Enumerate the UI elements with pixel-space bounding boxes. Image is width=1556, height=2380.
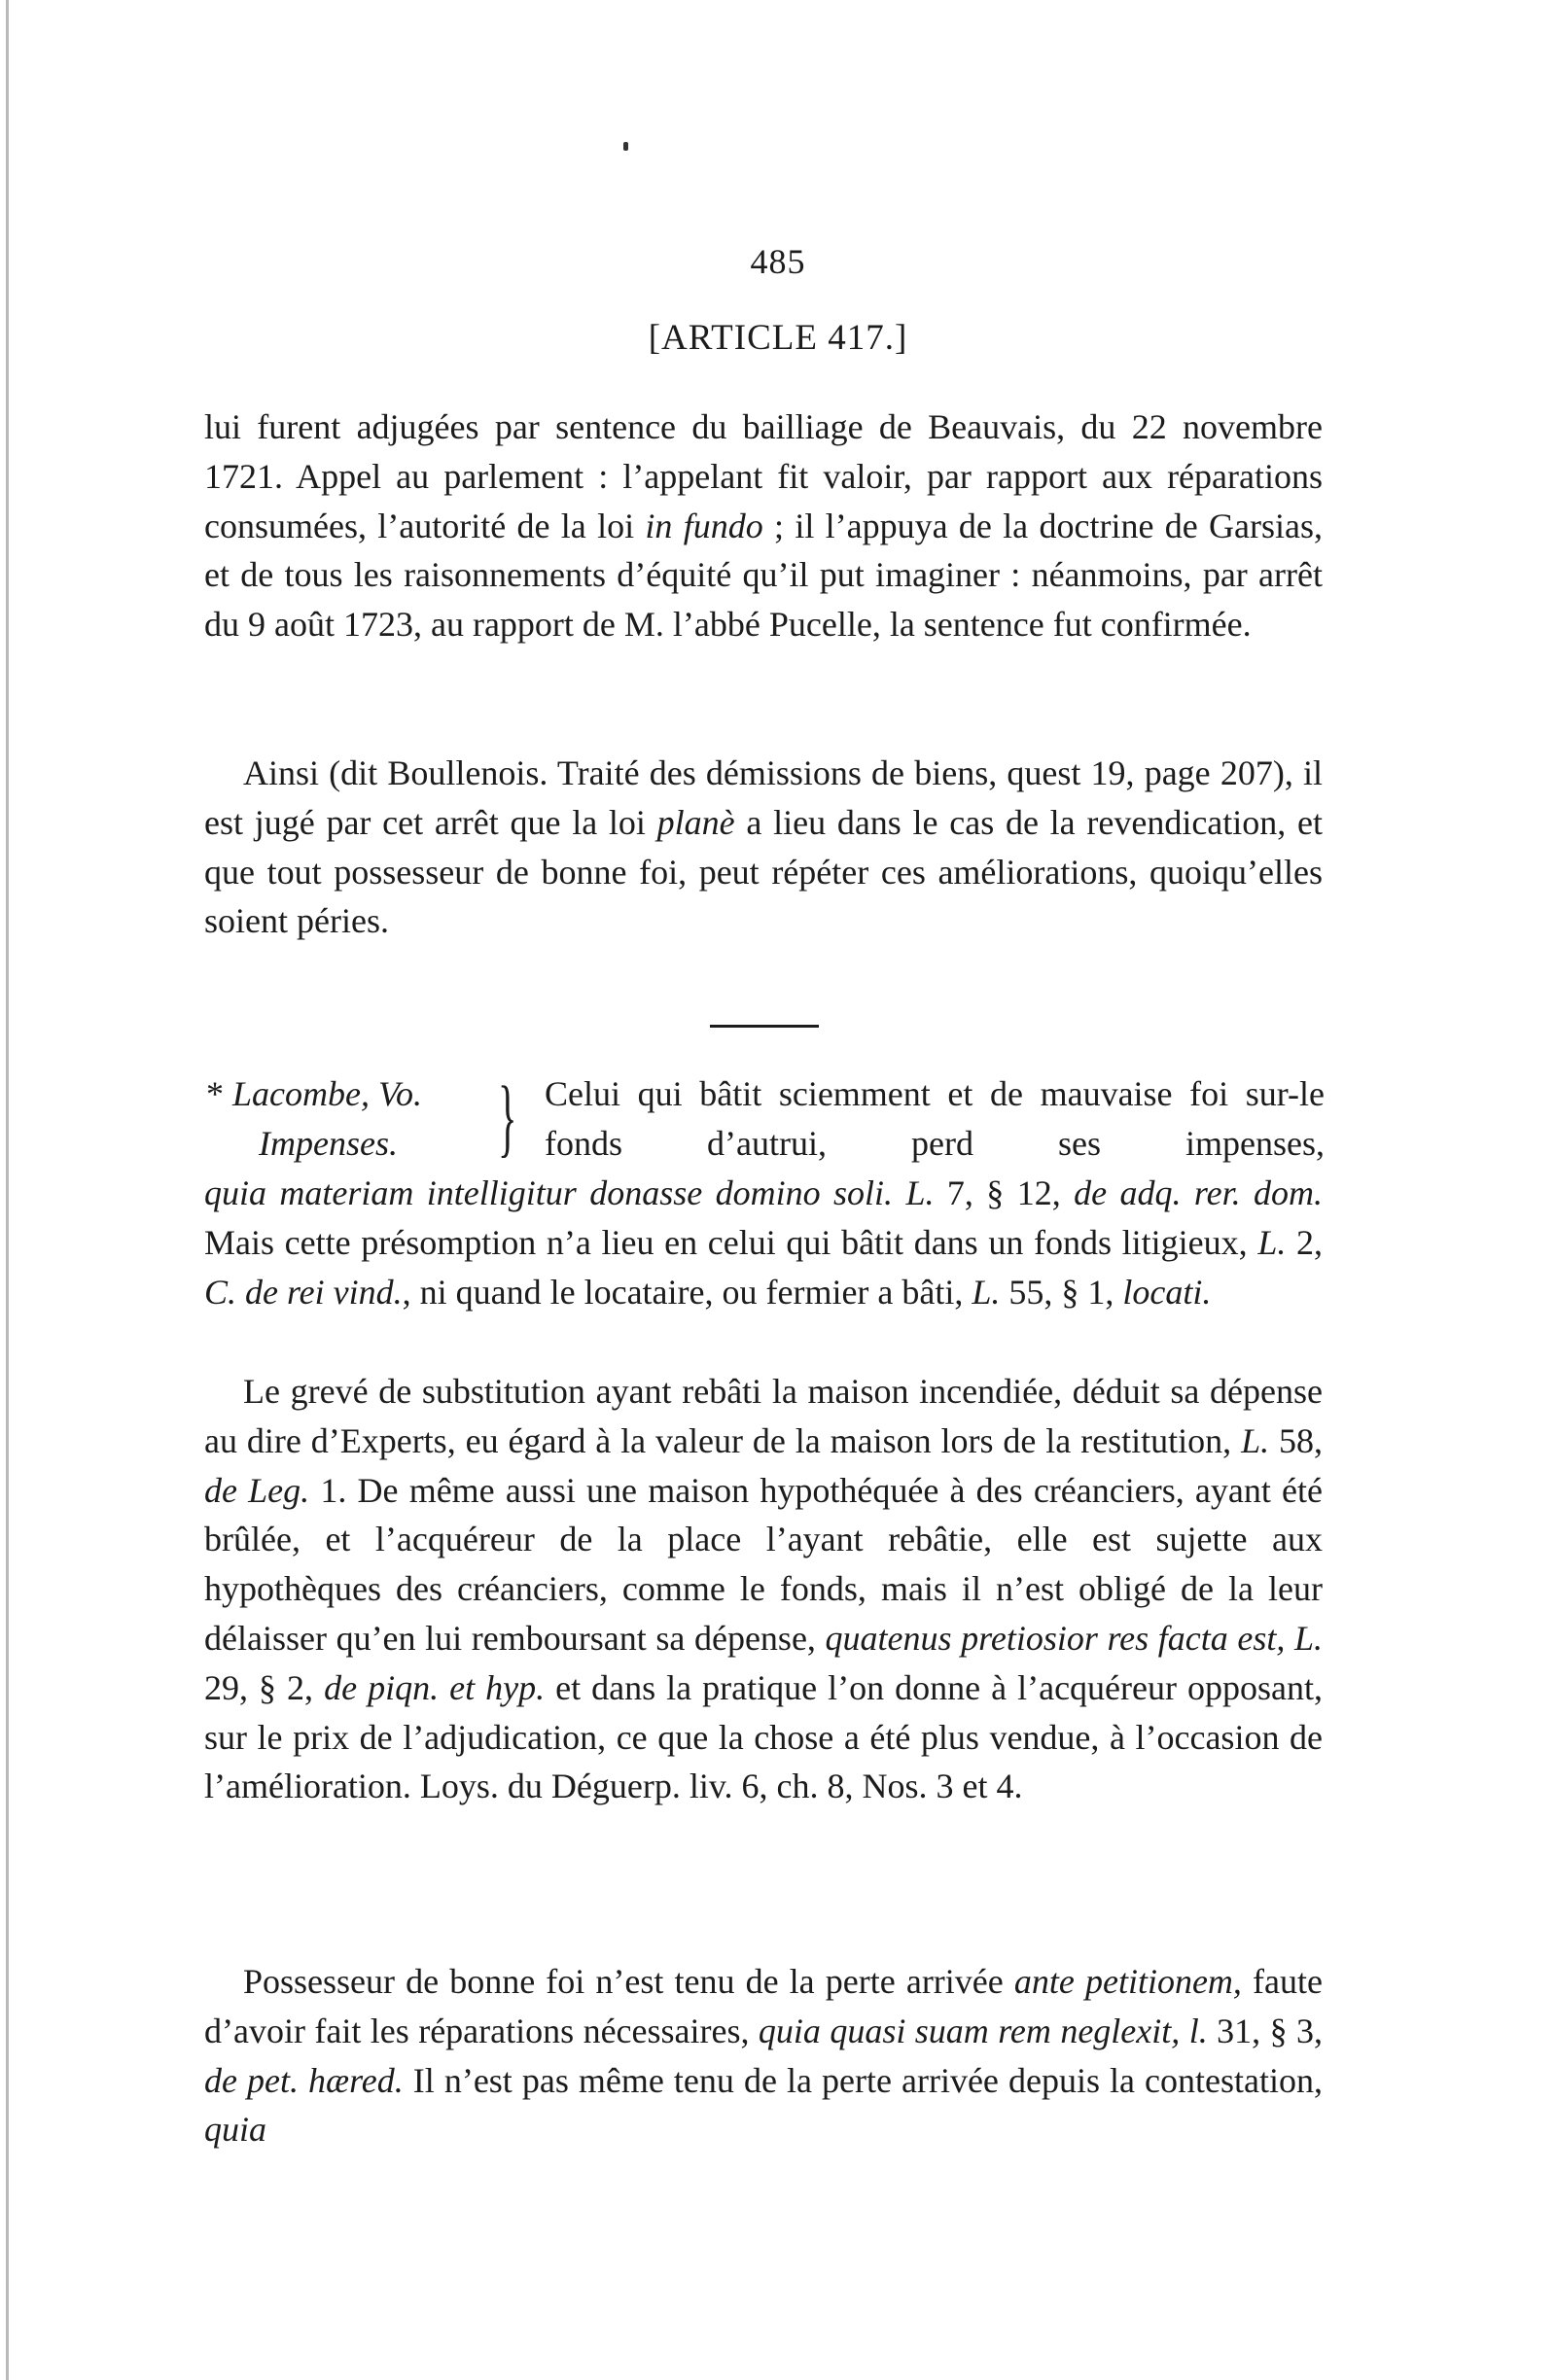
footnote-paragraph-1 xyxy=(204,1169,1323,1316)
fn1-italic-5: L. xyxy=(972,1272,1001,1312)
fn2-italic-4: de piqn. et hyp. xyxy=(324,1667,546,1707)
fn1-italic-3: L. xyxy=(1257,1222,1287,1262)
fn1-italic-4: C. de rei vind. xyxy=(204,1272,403,1312)
fn1-text-b: Mais cette présomption n’a lieu en celui qui bâtit dans un fonds litigieux, xyxy=(204,1222,1258,1262)
fn3-text-d: Il n’est pas même tenu de la perte arrivée depuis la contestation, xyxy=(403,2060,1323,2100)
footnote-marker: * xyxy=(206,1074,232,1113)
footnote-paragraph-2 xyxy=(204,1367,1323,1811)
paragraph-1-italic: in fundo xyxy=(645,506,763,545)
paragraph-2 xyxy=(204,749,1323,946)
page-number: 485 xyxy=(750,242,806,281)
footnote-brace: } xyxy=(498,1069,517,1166)
fn3-italic-3: de pet. hæred. xyxy=(204,2060,404,2100)
fn2-text-c: 1. De même aussi une maison hypothéquée à des créanciers, ayant été brûlée, et l’acquéreur de la place l’ayant rebâtie, elle est sujette aux hypothèques des créanciers, comme le fonds, mais il n’est obligé de la leur délaisser qu’en lui remboursant sa dépense, xyxy=(204,1470,1323,1658)
footnote-heading xyxy=(206,1069,1325,1169)
fn2-text-d: 29, § 2, xyxy=(204,1667,325,1707)
paragraph-2-italic: planè xyxy=(656,802,735,842)
footnote-paragraph-3 xyxy=(204,1957,1323,2154)
paragraph-1 xyxy=(204,402,1323,649)
paragraph-1-text-b: ; il l’appuya de la doctrine de Garsias, et de tous les raisonnements d’équité qu’il put imaginer : néanmoins, par arrêt du 9 août 1723, au rapport de M. l’abbé Pucelle, la sentence fut confirmée. xyxy=(204,506,1323,645)
fn1-italic-2: de adq. rer. dom. xyxy=(1074,1173,1323,1212)
fn3-italic-4: quia xyxy=(204,2110,267,2150)
footnote-label-line-1: Lacombe, Vo. xyxy=(232,1074,422,1113)
paragraph-2-text-b: a lieu dans le cas de la revendication, et que tout possesseur de bonne foi, peut répéter ces améliorations, quoiqu’elles soient péries. xyxy=(204,802,1324,941)
fn2-italic-1: L. xyxy=(1241,1420,1270,1460)
fn2-text-a: Le grevé de substitution ayant rebâti la maison incendiée, déduit sa dépense au dire d’Experts, eu égard à la valeur de la maison lors de la restitution, xyxy=(204,1372,1323,1460)
fn1-italic-6: locati. xyxy=(1122,1272,1212,1312)
ink-speck xyxy=(623,142,628,151)
article-heading: [ARTICLE 417.] xyxy=(648,318,908,358)
footnote-heading-text: Celui qui bâtit sciemment et de mauvaise foi sur-le fonds d’autrui, perd ses impenses, xyxy=(545,1074,1325,1163)
paragraph-2-text: Ainsi (dit Boullenois. Traité des démissions de biens, quest 19, page 207), il est jugé par cet arrêt que la loi xyxy=(204,753,1323,842)
fn1-text-c: 2, xyxy=(1286,1222,1323,1262)
fn3-italic-2: quia quasi suam rem neglexit, l. xyxy=(758,2011,1208,2050)
fn3-italic-1: ante petitionem, xyxy=(1013,1962,1242,2001)
fn3-text-a: Possesseur de bonne foi n’est tenu de la perte arrivée xyxy=(243,1962,1014,2001)
fn3-text-b: faute d’avoir fait les réparations nécessaires, xyxy=(204,1962,1323,2050)
fn2-italic-2: de Leg. xyxy=(204,1470,310,1510)
fn2-italic-3: quatenus pretiosior res facta est, L. xyxy=(825,1618,1323,1658)
fn2-text-e: et dans la pratique l’on donne à l’acquéreur opposant, sur le prix de l’adjudication, ce que la chose a été plus vendue, à l’occasion de l’amélioration. Loys. du Déguerp. liv. 6, ch. 8, Nos. 3 et 4. xyxy=(204,1667,1324,1806)
fn1-text-d: , ni quand le locataire, ou fermier a bâti, xyxy=(402,1272,972,1312)
fn1-text-e: 55, § 1, xyxy=(1000,1272,1123,1312)
fn1-text-a: 7, § 12, xyxy=(934,1173,1075,1212)
footnote-source-label xyxy=(206,1069,498,1169)
fn1-italic-1: quia materiam intelligitur donasse domino soli. L. xyxy=(204,1173,935,1212)
fn3-text-c: 31, § 3, xyxy=(1207,2011,1323,2050)
paragraph-1-text: lui furent adjugées par sentence du bailliage de Beauvais, du 22 novembre 1721. Appel au parlement : l’appelant fit valoir, par rapport aux réparations consumées, l’autorité de la loi xyxy=(204,407,1323,545)
fn2-text-b: 58, xyxy=(1269,1420,1324,1460)
footnote-label-line-2: Impenses. xyxy=(259,1123,398,1163)
section-divider xyxy=(710,1025,819,1028)
